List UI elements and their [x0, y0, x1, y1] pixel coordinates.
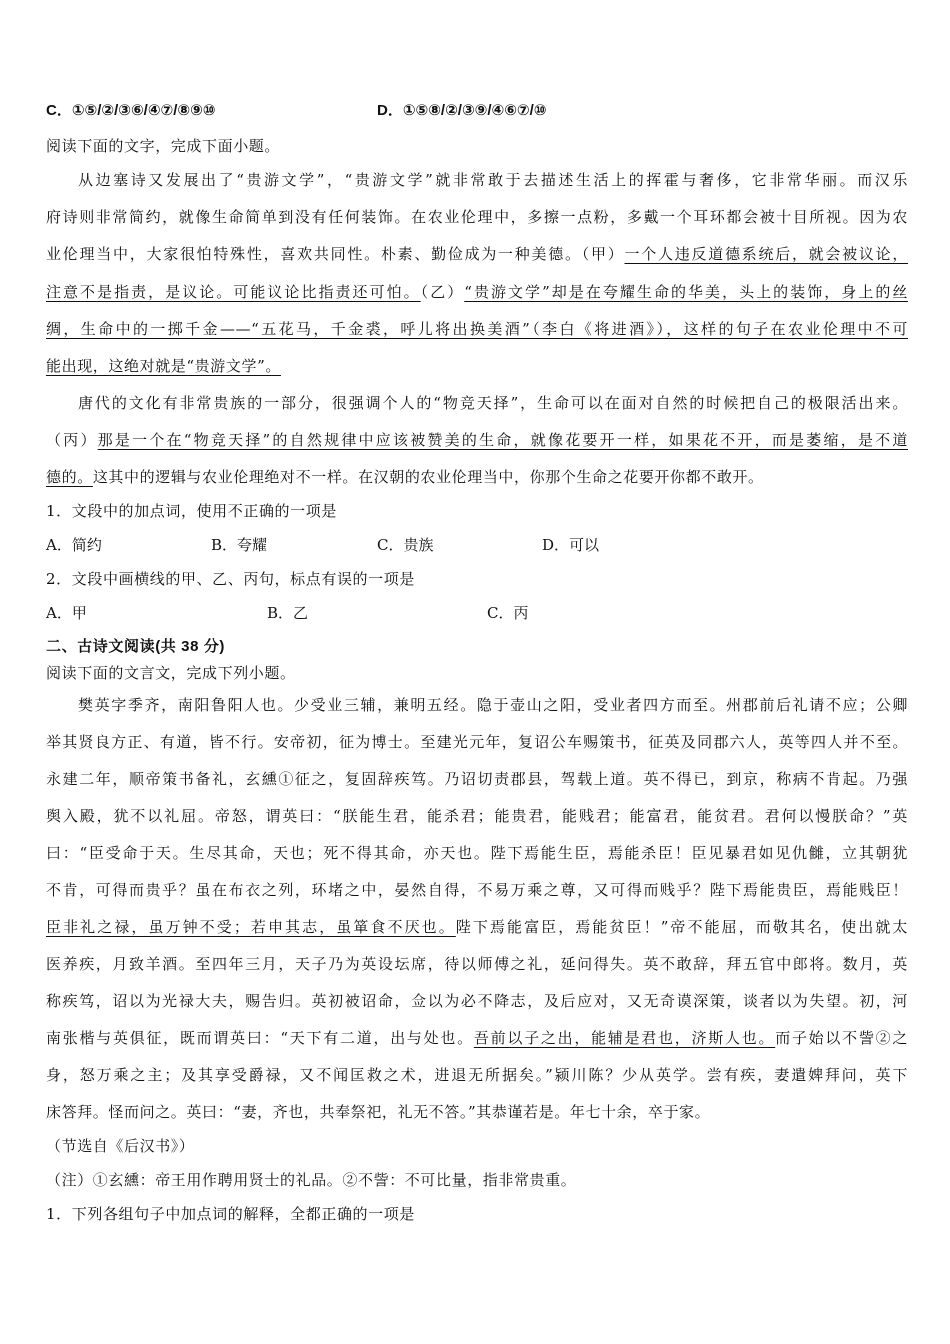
classical-text-line: 曰：“臣受命于天。生尽其命，天也；死不得其命，亦天也。陛下焉能生臣，焉能杀臣！臣见暴君如见仇雠，立其朝犹: [46, 844, 908, 862]
passage1-intro: 阅读下面的文字，完成下面小题。: [46, 137, 281, 155]
passage1-line: 府诗则非常简约，就像生命简单到没有任何装饰。在农业伦理中，多擦一点粉，多戴一个耳环都会被十目所视。因为农: [46, 208, 908, 226]
passage1-line: （丙）那是一个在“物竞天择”的自然规律中应该被赞美的生命，就像花要开一样，如果花不开，而是萎缩，是不道: [46, 431, 908, 449]
passage1-line: 从边塞诗又发展出了“贵游文学”，“贵游文学”就非常敢于去描述生活上的挥霍与奢侈，它非常华丽。而汉乐: [78, 171, 908, 189]
classical-text-line: 永建二年，顺帝策书备礼，玄纁①征之，复固辞疾笃。乃诏切责郡县，驾载上道。英不得已，到京，称病不肯起。乃强: [46, 770, 908, 788]
underlined-sentence-bing: 那是一个在“物竞天择”的自然规律中应该被赞美的生命，就像花要开一样，如果花不开，而是萎缩，是不道: [97, 431, 908, 449]
classical-text-line: 樊英字季齐，南阳鲁阳人也。少受业三辅，兼明五经。隐于壶山之阳，受业者四方而至。州郡前后礼请不应；公卿: [78, 696, 908, 714]
underlined-classical-sentence: 臣非礼之禄，虽万钟不受；若申其志，虽箪食不厌也。: [46, 918, 456, 936]
underlined-sentence-bing: 德的。: [46, 468, 93, 486]
passage1-line: 注意不是指责，是议论。可能议论比指责还可怕。（乙）“贵游文学”却是在夸耀生命的华美，头上的装饰，身上的丝: [46, 283, 908, 301]
question-1-option-c[interactable]: C．贵族: [377, 536, 434, 554]
underlined-sentence-jia: 注意不是指责，是议论。可能议论比指责还可怕。: [46, 283, 421, 301]
classical-text-line: 舆入殿，犹不以礼屈。帝怒，谓英曰：“朕能生君，能杀君；能贵君，能贱君；能富君，能贫君。君何以慢朕命？”英: [46, 807, 908, 825]
underlined-classical-sentence: 吾前以子之出，能辅是君也，济斯人也。: [473, 1029, 776, 1047]
question-2-option-a[interactable]: A．甲: [46, 604, 87, 622]
section-2-heading: 二、古诗文阅读(共 38 分): [46, 638, 226, 655]
passage1-line: 唐代的文化有非常贵族的一部分，很强调个人的“物竞天择”，生命可以在面对自然的时候把自己的极限活出来。: [78, 394, 908, 412]
question-1-option-b[interactable]: B．夸耀: [211, 536, 268, 554]
passage1-line: [46, 318, 908, 340]
classical-text-line: 床答拜。怪而问之。英曰：“妻，齐也，共奉祭祀，礼无不答。”其恭谨若是。年七十余，卒于家。: [46, 1103, 711, 1121]
question-2-option-c[interactable]: C．丙: [487, 604, 529, 622]
passage1-line: 业伦理当中，大家很怕特殊性，喜欢共同性。朴素、勤俭成为一种美德。（甲）一个人违反道德系统后，就会被议论，: [46, 245, 909, 263]
question-2-stem: 2．文段中画横线的甲、乙、丙句，标点有误的一项是: [46, 570, 415, 588]
underlined-sentence-yi: 能出现，这绝对就是“贵游文学”。: [46, 357, 281, 375]
footnote: （注）①玄纁：帝王用作聘用贤士的礼品。②不訾：不可比量，指非常贵重。: [46, 1171, 577, 1189]
underlined-sentence-yi: “贵游文学”却是在夸耀生命的华美，头上的装饰，身上的丝: [464, 283, 908, 301]
underlined-sentence-jia: 一个人违反道德系统后，就会被议论，: [624, 245, 909, 263]
passage1-line: 德的。这其中的逻辑与农业伦理绝对不一样。在汉朝的农业伦理当中，你那个生命之花要开你都不敢开。: [46, 468, 764, 486]
classical-text-line: 不肯，可得而贵乎？虽在布衣之列，环堵之中，晏然自得，不易万乘之尊，又可得而贱乎？陛下焉能贵臣，焉能贱臣！: [46, 881, 908, 899]
classical-text-line: 医养疾，月致羊酒。至四年三月，天子乃为英设坛席，待以师傅之礼，延问得失。英不敢辞，拜五官中郎将。数月，英: [46, 955, 908, 973]
section-2-intro: 阅读下面的文言文，完成下列小题。: [46, 664, 296, 682]
classical-text-line: 举其贤良方正、有道，皆不行。安帝初，征为博士。至建光元年，复诏公车赐策书，征英及同郡六人，英等四人并不至。: [46, 733, 908, 751]
question-1-stem: 1．文段中的加点词，使用不正确的一项是: [46, 502, 337, 520]
underlined-sentence-yi: 绸，生命中的一掷千金——“五花马，千金裘，呼儿将出换美酒”（李白《将进酒》），这样的句子在农业伦理中不可: [46, 320, 908, 338]
classical-text-line: 南张楷与英俱征，既而谓英曰：“天下有二道，出与处也。吾前以子之出，能辅是君也，济斯人也。而子始以不訾②之: [46, 1029, 908, 1047]
source-citation: （节选自《后汉书》）: [46, 1137, 195, 1155]
passage1-line: [46, 355, 908, 377]
option-d-prev: D．①⑤⑧/②/③⑨/④⑥⑦/⑩: [377, 102, 547, 119]
classical-text-line: 称疾笃，诏以为光禄大夫，赐告归。英初被诏命，佥以为必不降志，及后应对，又无奇谟深策，谈者以为失望。初，河: [46, 992, 908, 1010]
question-1-option-d[interactable]: D．可以: [542, 536, 600, 554]
option-c-prev: C．①⑤/②/③⑥/④⑦/⑧⑨⑩: [46, 102, 216, 119]
question-1-option-a[interactable]: A．简约: [46, 536, 102, 554]
classical-text-line: 臣非礼之禄，虽万钟不受；若申其志，虽箪食不厌也。陛下焉能富臣，焉能贫臣！”帝不能屈，而敬其名，使出就太: [46, 918, 909, 936]
section-2-question-1-stem: 1．下列各组句子中加点词的解释，全都正确的一项是: [46, 1205, 415, 1223]
question-2-option-b[interactable]: B．乙: [267, 604, 309, 622]
classical-text-line: 身，怒万乘之主；及其享受爵禄，又不闻匡救之术，进退无所据矣。”颍川陈？少从英学。尝有疾，妻遣婢拜问，英下: [46, 1066, 908, 1084]
